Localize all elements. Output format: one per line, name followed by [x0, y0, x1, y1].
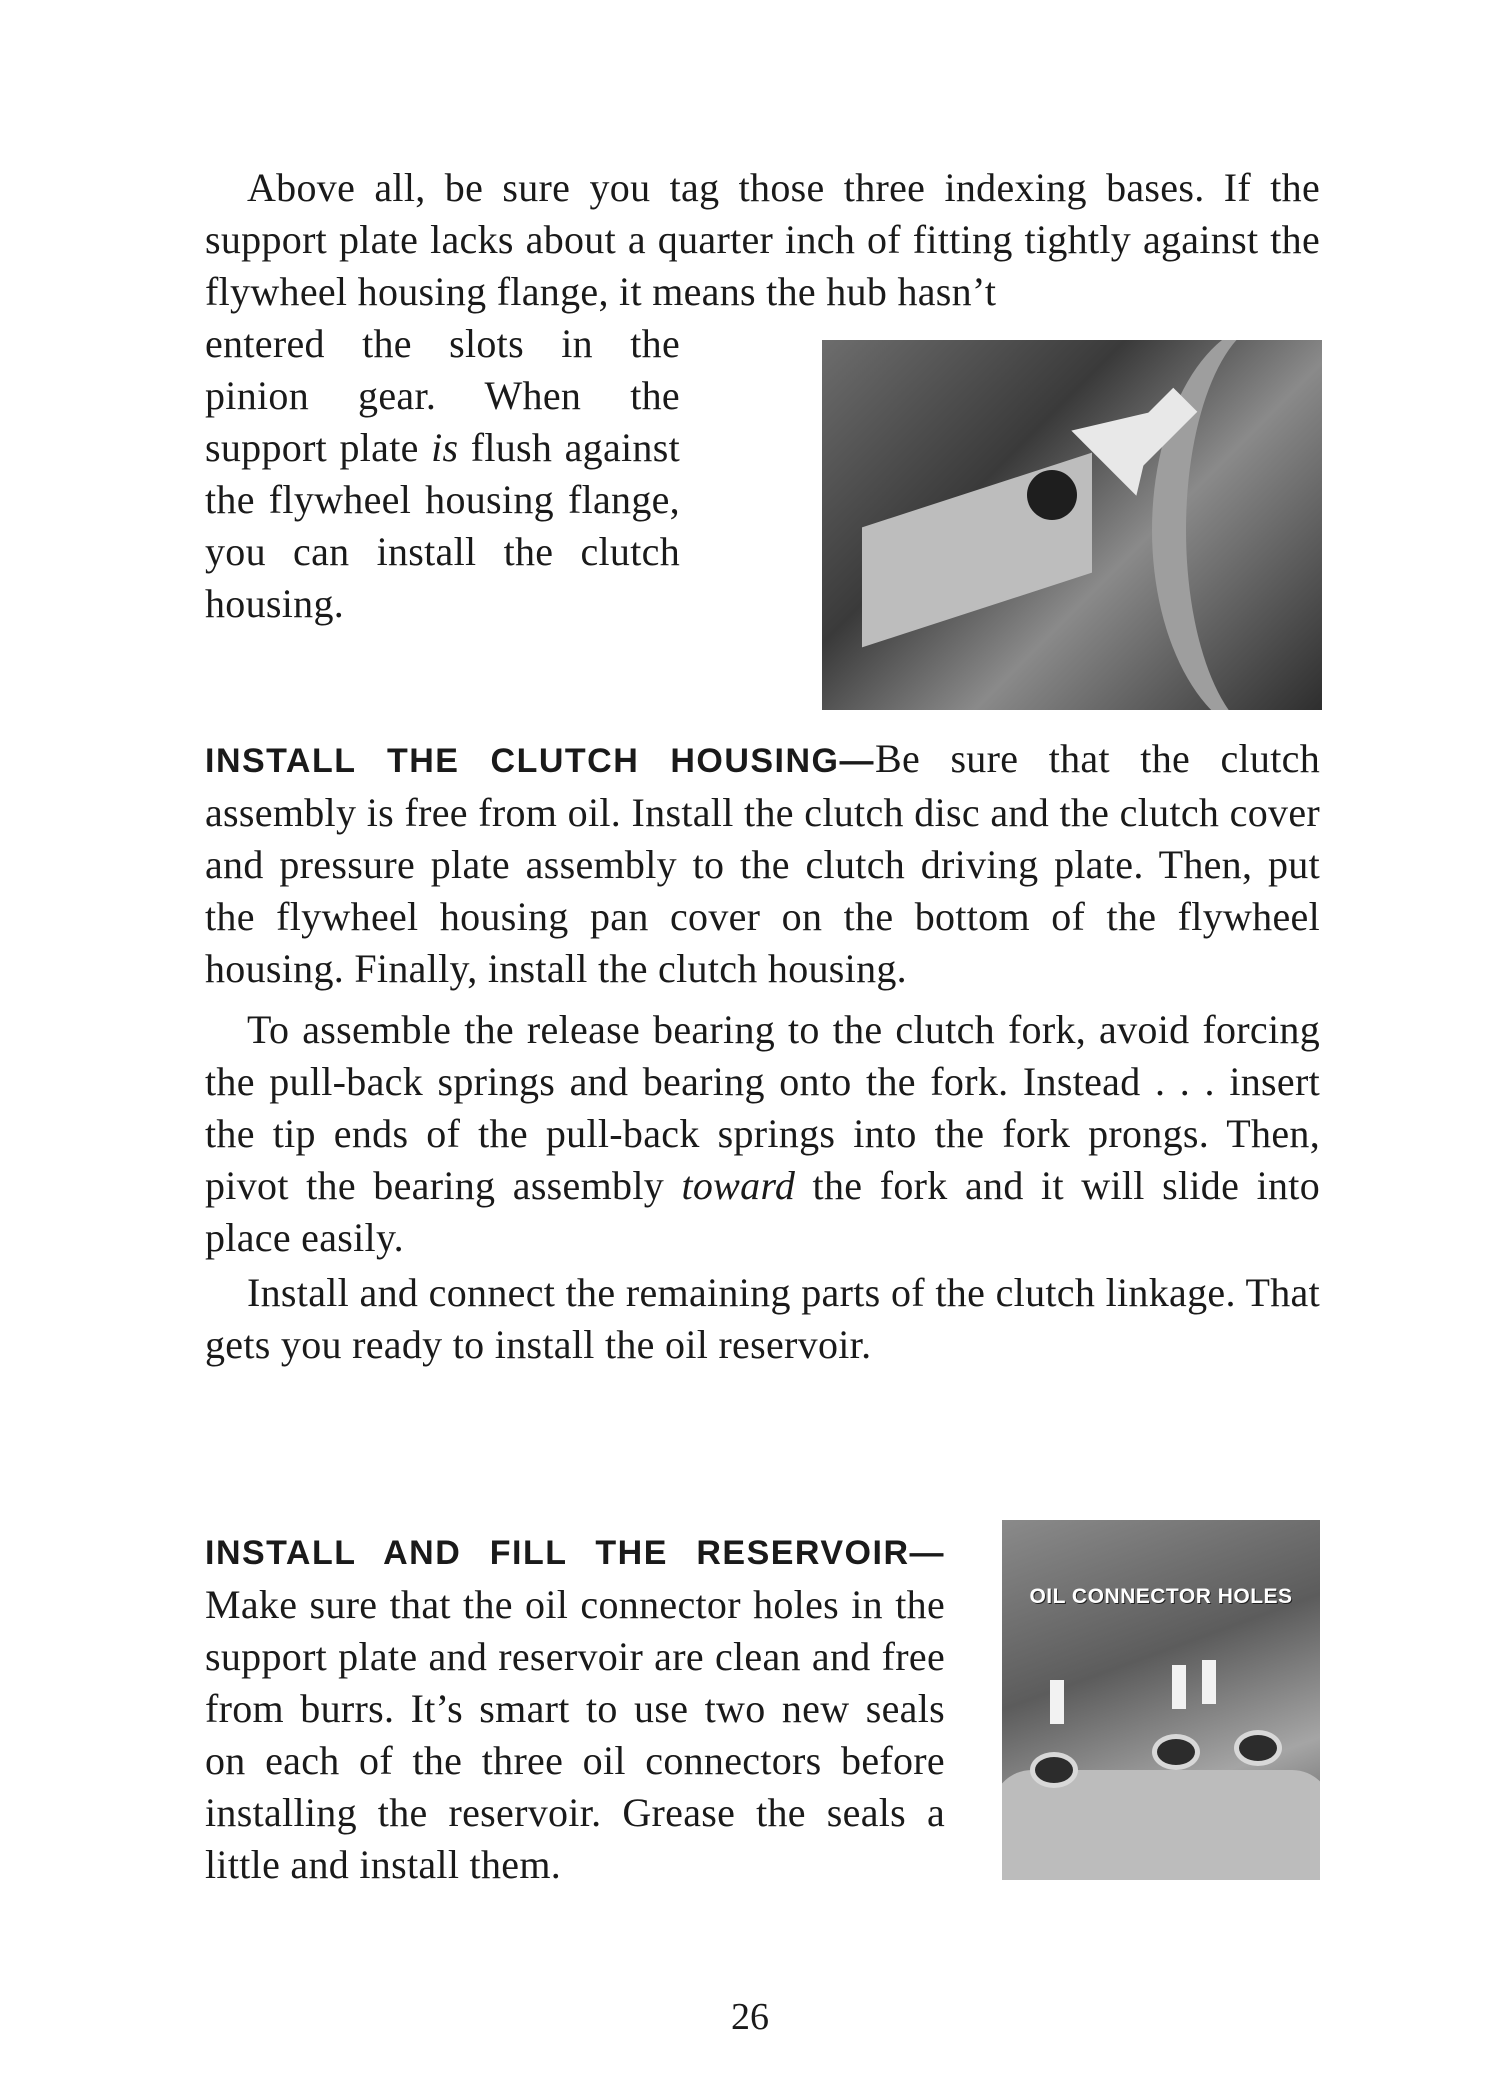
- clutch-para1-text: Be sure that the clutch assembly is free from oil. Install the clutch disc and the clutch cover and pressure plate assembly to the clutch driving plate. Then, put the flywheel housing pan cover on the bottom of the flywheel housing. Finally, install the clutch housing.: [205, 736, 1320, 991]
- plate-hole-shape: [1027, 470, 1077, 520]
- intro-top-text: Above all, be sure you tag those three indexing bases. If the support plate lacks about a quarter inch of fitting tightly against the flywheel housing flange, it means the hub hasn’t: [205, 165, 1320, 314]
- intro-paragraph-top: [205, 162, 1320, 318]
- up-arrow-icon: [1172, 1665, 1186, 1709]
- clutch-para3-text: Install and connect the remaining parts of the clutch linkage. That gets you ready to install the oil reservoir.: [205, 1270, 1320, 1367]
- indexing-base-photo: [822, 340, 1322, 710]
- reservoir-text: Make sure that the oil connector holes in the support plate and reservoir are clean and free from burrs. It’s smart to use two new seals on each of the three oil connectors before installing the reservoir. Grease the seals a little and install them.: [205, 1582, 945, 1887]
- intro-side-text-before: entered the slots in the pinion gear. When the support plate: [205, 321, 680, 470]
- reservoir-paragraph: [205, 1525, 945, 1891]
- oil-connector-shape: [1030, 1752, 1078, 1788]
- clutch-heading: INSTALL THE CLUTCH HOUSING—: [205, 742, 875, 780]
- clutch-paragraph-3: [205, 1267, 1320, 1371]
- oil-connector-photo: [1002, 1520, 1320, 1880]
- clutch-para2-before: To assemble the release bearing to the clutch fork, avoid forcing the pull-back springs and bearing onto the fork. Instead . . . insert the tip ends of the pull-back springs into the fork prongs. Then, pivot the bearing assembly: [205, 1007, 1320, 1208]
- oil-connector-shape: [1152, 1734, 1200, 1770]
- clutch-paragraph-1: [205, 733, 1320, 995]
- clutch-paragraph-2: [205, 1004, 1320, 1264]
- reservoir-heading: INSTALL AND FILL THE RESERVOIR—: [205, 1534, 945, 1572]
- intro-side-text-after: flush against the flywheel housing flange, you can install the clutch housing.: [205, 425, 680, 626]
- intro-side-emphasis: is: [431, 425, 459, 470]
- intro-paragraph-side: [205, 318, 680, 630]
- up-arrow-icon: [1050, 1680, 1064, 1724]
- clutch-para2-after: the fork and it will slide into place easily.: [205, 1163, 1320, 1260]
- up-arrow-icon: [1202, 1660, 1216, 1704]
- clutch-para2-emphasis: toward: [681, 1163, 796, 1208]
- photo-caption: OIL CONNECTOR HOLES: [1029, 1585, 1293, 1608]
- page-number: 26: [731, 1996, 769, 2038]
- oil-connector-shape: [1234, 1730, 1282, 1766]
